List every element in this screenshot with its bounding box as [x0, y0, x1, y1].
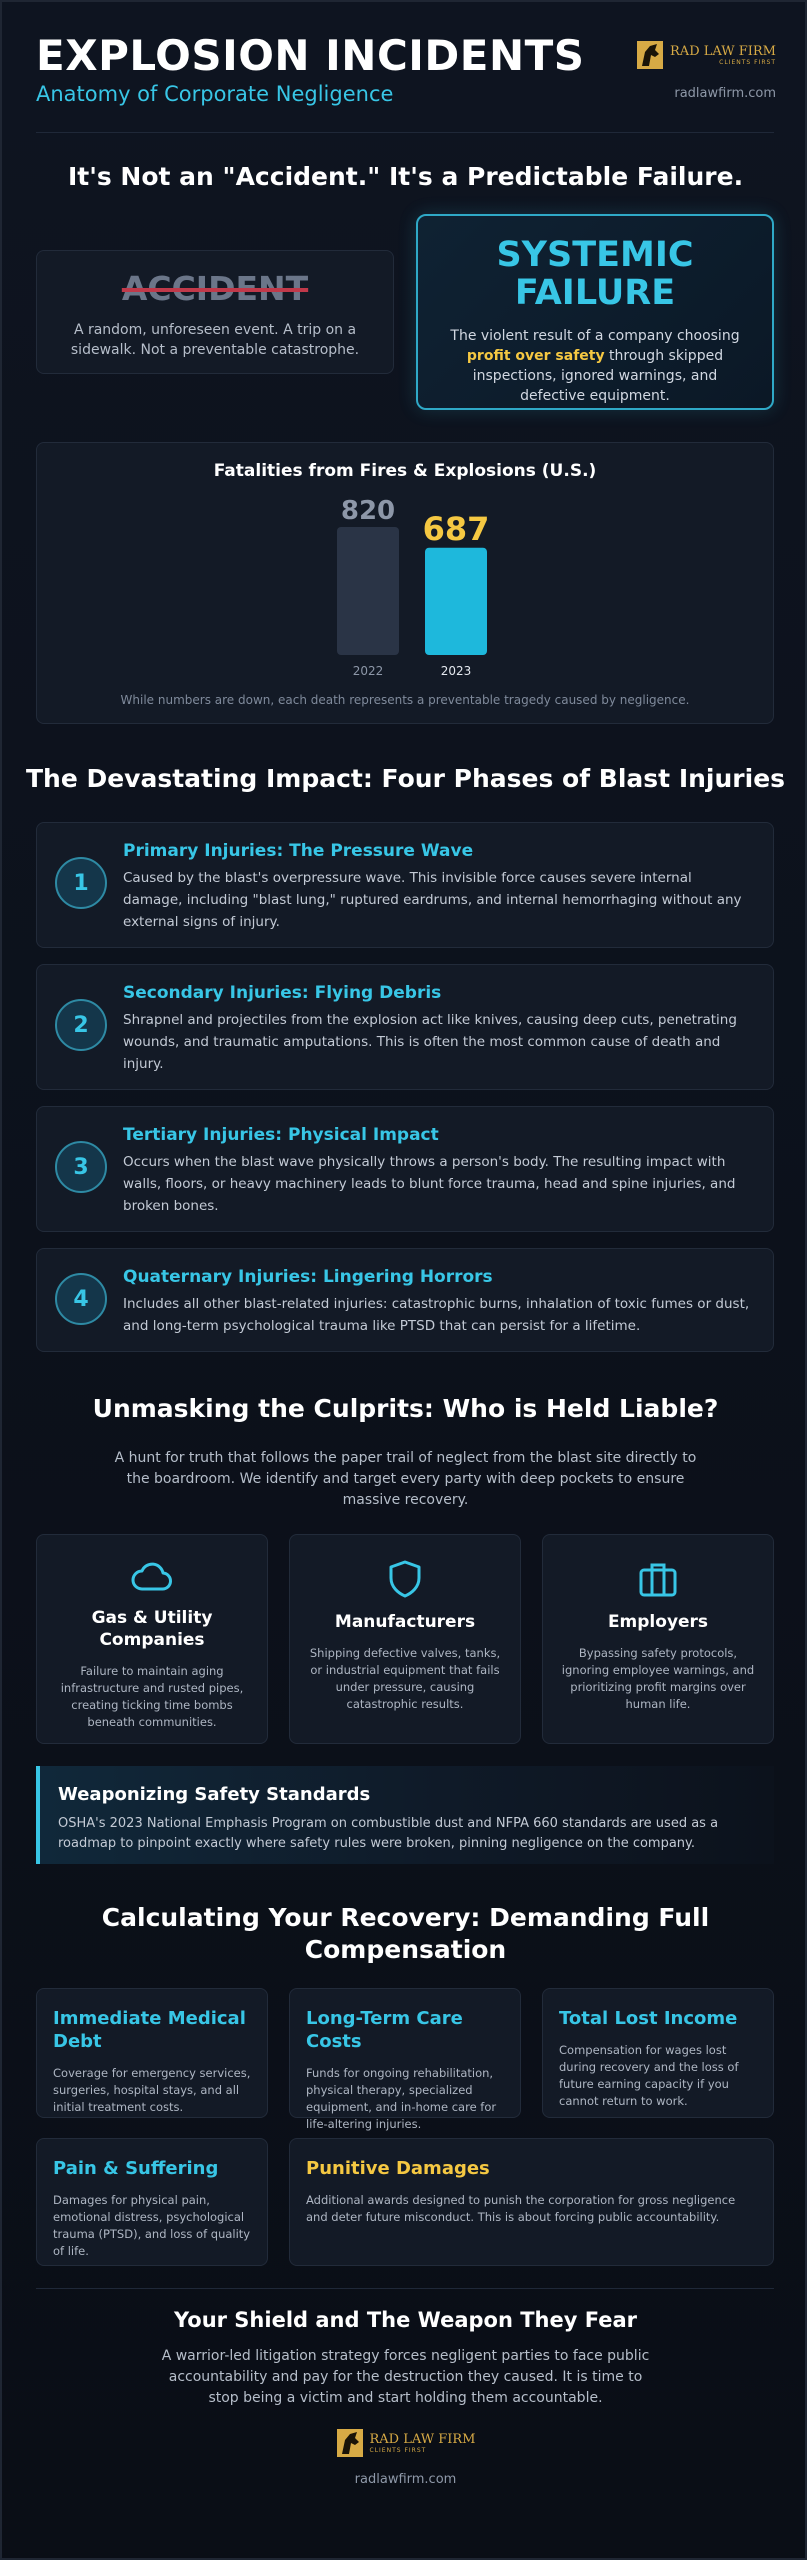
profit-over-safety-highlight: profit over safety [466, 348, 605, 364]
bar-value-label-2023: 687 [422, 509, 490, 548]
callout-description: OSHA's 2023 National Emphasis Program on combustible dust and NFPA 660 standards are used as a roadmap to pinpoint exactly where safety rules were broken, pinning negligence on the company. [58, 1816, 719, 1851]
weaponizing-safety-callout [36, 1766, 774, 1864]
phase-description: Shrapnel and projectiles from the explosion act like knives, causing deep cuts, penetrating wounds, and traumatic amputations. This is often the most common cause of death and injury. [123, 1012, 737, 1072]
recovery-card-punitive-damages [289, 2138, 774, 2266]
accident-word: ACCIDENT [121, 269, 309, 308]
recovery-title: Pain & Suffering [53, 2158, 219, 2179]
culprit-card-employers [542, 1534, 774, 1744]
recovery-description: Additional awards designed to punish the corporation for gross negligence and deter future misconduct. This is about forcing public accountability. [306, 2193, 736, 2224]
brand-tagline: CLIENTS FIRST [369, 2446, 427, 2454]
recovery-card-pain-suffering [36, 2138, 268, 2266]
footer-title: Your Shield and The Weapon They Fear [173, 2308, 637, 2332]
footer-brand [2, 2426, 807, 2487]
accident-card [36, 250, 394, 374]
footer-description: A warrior-led litigation strategy forces negligent parties to face public accountability and pay for the destruction they caused. It is time to stop being a victim and start holding them accountable. [161, 2348, 650, 2406]
phase-title: Quaternary Injuries: Lingering Horrors [123, 1267, 493, 1287]
knight-logo-icon [336, 2426, 366, 2460]
divider [36, 132, 774, 133]
recovery-title: Punitive Damages [306, 2158, 490, 2179]
brand-url[interactable]: radlawfirm.com [674, 86, 776, 101]
phase-card-4 [36, 1248, 774, 1352]
page-title: EXPLOSION INCIDENTS [36, 31, 585, 80]
phase-description: Includes all other blast-related injuries: catastrophic burns, inhalation of toxic fumes or dust, and long-term psychological trauma like PTSD that can persist for a lifetime. [123, 1296, 750, 1334]
chart-note: While numbers are down, each death represents a preventable tragedy caused by negligence. [120, 693, 690, 707]
bar-2022 [337, 527, 399, 655]
callout-title: Weaponizing Safety Standards [58, 1784, 371, 1805]
footer-url[interactable]: radlawfirm.com [354, 2472, 457, 2487]
x-tick-label-2023: 2023 [440, 664, 472, 678]
systemic-failure-title: SYSTEMIC FAILURE [496, 235, 694, 313]
recovery-title: Immediate Medical Debt [53, 2008, 246, 2052]
recovery-title: Long-Term Care Costs [306, 2008, 463, 2052]
phase-description: Occurs when the blast wave physically throws a person's body. The resulting impact with walls, floors, or heavy machinery leads to blunt force trauma, head and spine injuries, and broken bones. [123, 1154, 736, 1214]
culprit-card-gas-utility [36, 1534, 268, 1744]
recovery-card-medical-debt [36, 1988, 268, 2118]
brand-tagline: CLIENTS FIRST [719, 58, 776, 66]
section-heading-culprits: Unmasking the Culprits: Who is Held Liable? [92, 1394, 719, 1423]
header [36, 32, 776, 132]
systemic-failure-card [416, 214, 774, 410]
culprit-card-manufacturers [289, 1534, 521, 1744]
recovery-description: Damages for physical pain, emotional distress, psychological trauma (PTSD), and loss of quality of life. [53, 2193, 251, 2258]
knight-logo-icon [636, 38, 666, 72]
recovery-description: Funds for ongoing rehabilitation, physical therapy, specialized equipment, and in-home care for life-altering injuries. [306, 2066, 497, 2131]
culprit-title: Gas & Utility Companies [91, 1608, 213, 1650]
phase-number-badge: 2 [55, 999, 107, 1051]
culprit-title: Employers [607, 1612, 709, 1632]
cloud-icon [130, 1559, 174, 1595]
phase-card-2 [36, 964, 774, 1090]
footer-brand-logo [2, 2426, 807, 2460]
phase-title: Primary Injuries: The Pressure Wave [123, 841, 474, 861]
section-heading-phases: The Devastating Impact: Four Phases of Blast Injuries [25, 764, 786, 793]
fatalities-chart-card [36, 442, 774, 724]
x-tick-label-2022: 2022 [352, 664, 384, 678]
accident-description: A random, unforeseen event. A trip on a sidewalk. Not a preventable catastrophe. [70, 322, 360, 358]
recovery-card-lost-income [542, 1988, 774, 2118]
fatalities-bar-chart [37, 483, 775, 683]
brand [626, 38, 776, 101]
phase-card-3 [36, 1106, 774, 1232]
section-heading-recovery: Calculating Your Recovery: Demanding Full Compensation [101, 1903, 710, 1964]
brand-name: RAD LAW FIRM [369, 2431, 476, 2447]
phase-number-badge: 4 [55, 1273, 107, 1325]
phase-card-1 [36, 822, 774, 948]
culprit-description: Failure to maintain aging infrastructure and rusted pipes, creating ticking time bombs beneath communities. [60, 1664, 244, 1729]
phase-number-badge: 3 [55, 1141, 107, 1193]
recovery-card-long-term-care [289, 1988, 521, 2131]
culprit-description: Shipping defective valves, tanks, or industrial equipment that fails under pressure, causing catastrophic results. [309, 1646, 501, 1711]
systemic-failure-description: The violent result of a company choosing profit over safety through skipped inspections, ignored warnings, and defective equipment. [450, 328, 740, 404]
briefcase-icon [636, 1559, 680, 1599]
culprit-description: Bypassing safety protocols, ignoring employee warnings, and prioritizing profit margins over human life. [561, 1646, 755, 1711]
divider [36, 2288, 774, 2289]
phase-number-badge: 1 [55, 857, 107, 909]
phase-title: Secondary Injuries: Flying Debris [123, 983, 442, 1003]
brand-name: RAD LAW FIRM [670, 43, 776, 59]
section-heading-accident: It's Not an "Accident." It's a Predictable Failure. [67, 162, 744, 191]
bar-value-label-2022: 820 [340, 496, 396, 526]
recovery-description: Compensation for wages lost during recovery and the loss of future earning capacity if you cannot return to work. [559, 2043, 739, 2108]
recovery-description: Coverage for emergency services, surgeries, hospital stays, and all initial treatment costs. [53, 2066, 251, 2114]
brand-logo [626, 38, 776, 72]
bar-2023 [425, 548, 487, 655]
chart-title: Fatalities from Fires & Explosions (U.S.) [213, 461, 597, 481]
phase-title: Tertiary Injuries: Physical Impact [123, 1125, 439, 1145]
culprit-title: Manufacturers [334, 1612, 476, 1632]
shield-icon [383, 1559, 427, 1599]
culprits-intro: A hunt for truth that follows the paper trail of neglect from the blast site directly to the boardroom. We identify and target every party with deep pockets to ensure massive recovery. [114, 1450, 697, 1508]
recovery-title: Total Lost Income [559, 2008, 738, 2029]
page-subtitle: Anatomy of Corporate Negligence [36, 82, 394, 106]
phase-description: Caused by the blast's overpressure wave. This invisible force causes severe internal damage, including "blast lung," ruptured eardrums, and internal hemorrhaging without any external signs of injury. [123, 870, 742, 930]
